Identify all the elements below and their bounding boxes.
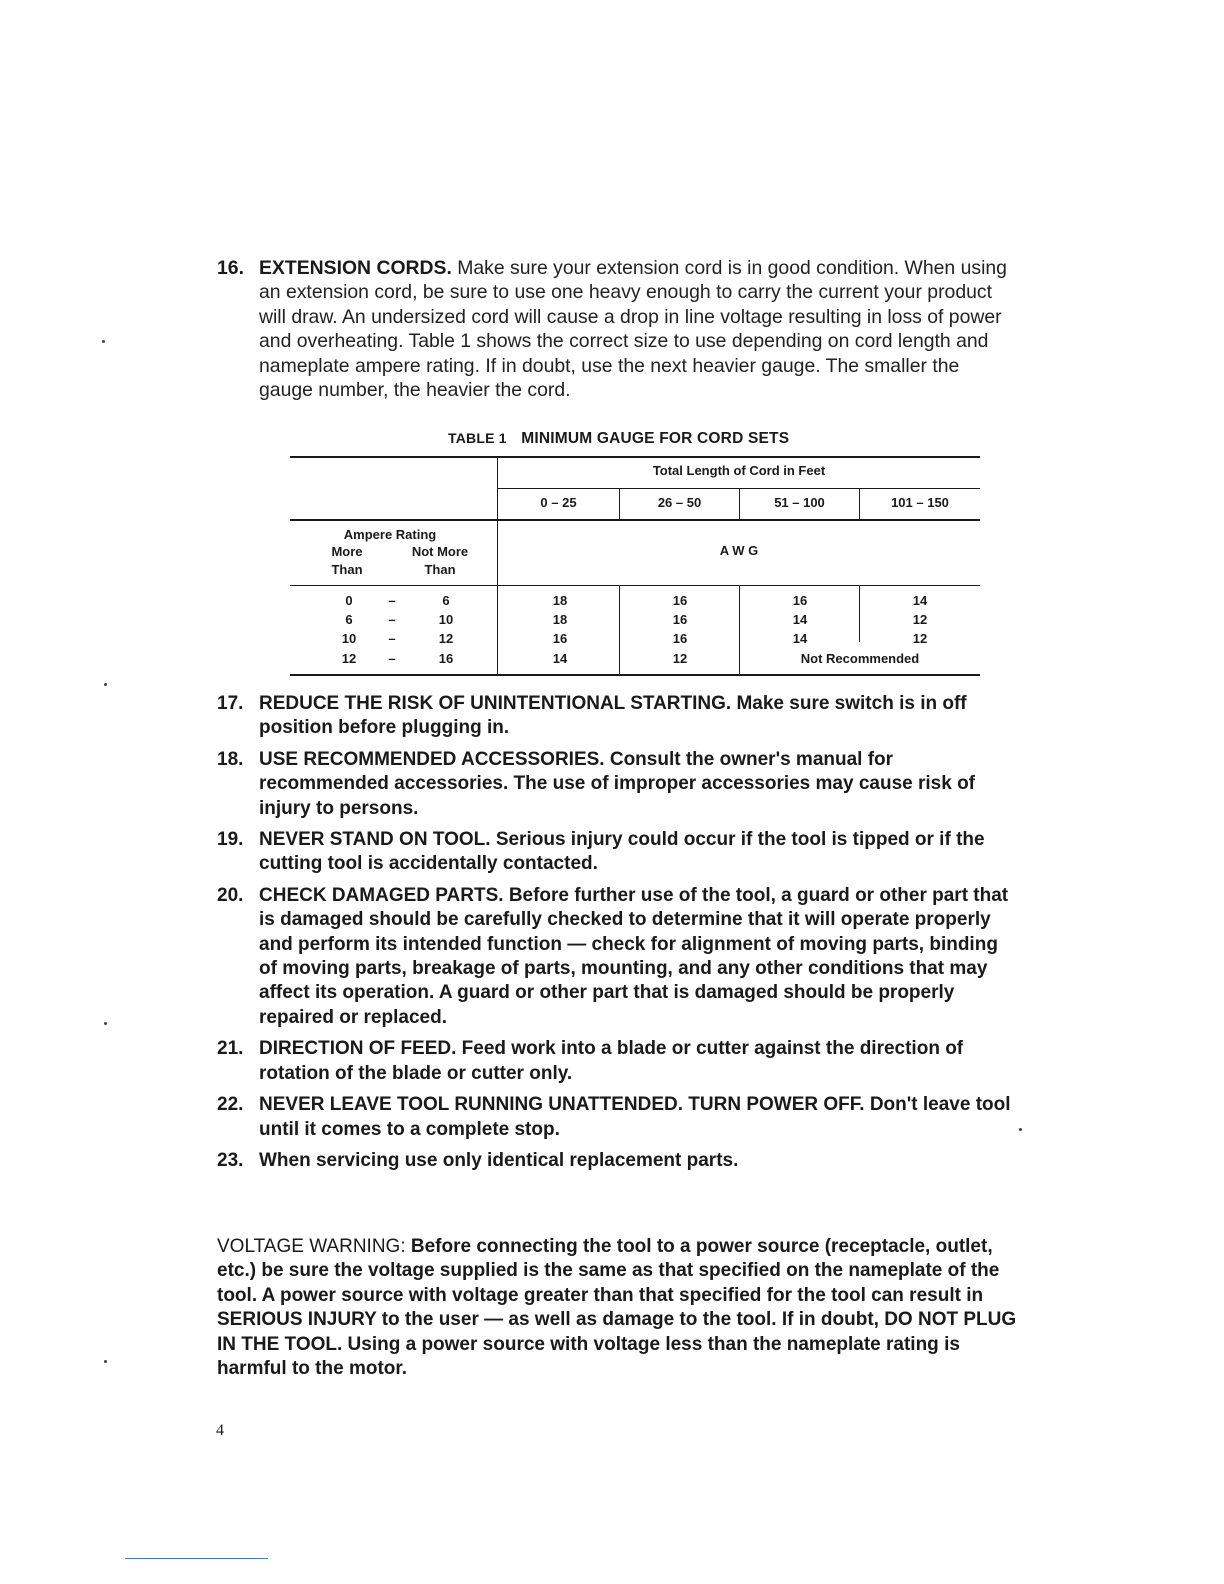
table-caption xyxy=(448,430,789,448)
more-than: More xyxy=(331,544,363,559)
item-text: USE RECOMMENDED ACCESSORIES. Consult the owner's manual for recommended accessories. The use of improper accessories may cause risk of injury to persons. xyxy=(259,748,976,819)
length-range: 51 – 100 xyxy=(774,495,825,510)
item-16 xyxy=(217,256,1017,402)
ampere-to: 10 xyxy=(438,612,454,627)
item-text: When servicing use only identical replacement parts. xyxy=(259,1149,739,1171)
list-item xyxy=(217,748,1017,821)
length-range: 101 – 150 xyxy=(891,495,949,510)
item-number: 18. xyxy=(217,748,244,770)
item-number: 19. xyxy=(217,829,244,851)
list-item xyxy=(217,1093,1017,1142)
ampere-from: 6 xyxy=(345,612,353,627)
page-number: 4 xyxy=(216,1422,224,1439)
gauge-cell: 16 xyxy=(672,612,688,627)
gauge-cell: 14 xyxy=(552,651,568,666)
warning-label: VOLTAGE WARNING: xyxy=(217,1236,406,1257)
more-than: Than xyxy=(331,562,363,577)
item-heading: EXTENSION CORDS. xyxy=(259,257,452,279)
ampere-to: 12 xyxy=(438,631,454,646)
range-dash: – xyxy=(388,631,396,646)
scan-speck xyxy=(104,1022,107,1025)
list-item xyxy=(217,1149,1017,1173)
gauge-cell: 14 xyxy=(792,612,808,627)
footer-rule xyxy=(125,1558,268,1559)
range-dash: – xyxy=(388,651,396,666)
length-header: Total Length of Cord in Feet xyxy=(652,463,826,478)
not-recommended: Not Recommended xyxy=(800,651,920,666)
ampere-from: 10 xyxy=(341,631,357,646)
cord-gauge-table xyxy=(290,456,980,676)
item-number: 16. xyxy=(217,257,244,279)
item-number: 20. xyxy=(217,884,244,906)
gauge-cell: 16 xyxy=(792,593,808,608)
warning-text: Before connecting the tool to a power source (receptacle, outlet, etc.) be sure the voltage supplied is the same as that specified on the nameplate of the tool. A power source with voltage greater than that specified for the tool can result in SERIOUS INJURY to the user — as well as damage to the tool. If in doubt, DO NOT PLUG IN THE TOOL. Using a power source with voltage less than the nameplate rating is harmful to the motor. xyxy=(217,1236,1017,1380)
range-dash: – xyxy=(388,593,396,608)
gauge-cell: 16 xyxy=(672,631,688,646)
scan-speck xyxy=(104,683,107,686)
item-number: 17. xyxy=(217,693,244,714)
item-text: Make sure your extension cord is in good condition. When using an extension cord, be sure to use one heavy enough to carry the current your product will draw. An undersized cord will cause a drop in line voltage resulting in loss of power and overheating. Table 1 shows the correct size to use depending on cord length and nameplate ampere rating. If in doubt, use the next heavier gauge. The smaller the gauge number, the heavier the cord. xyxy=(259,257,1007,402)
scan-speck xyxy=(102,340,105,343)
gauge-cell: 12 xyxy=(912,631,928,646)
range-dash: – xyxy=(388,612,396,627)
scan-speck xyxy=(104,1360,107,1363)
item-number: 23. xyxy=(217,1149,244,1171)
safety-list xyxy=(217,692,1017,1180)
voltage-warning xyxy=(217,1235,1017,1381)
not-more-than: Not More xyxy=(411,544,469,559)
item-text: NEVER LEAVE TOOL RUNNING UNATTENDED. TURN POWER OFF. Don't leave tool until it comes to a complete stop. xyxy=(259,1094,1011,1140)
ampere-header: Ampere Rating xyxy=(343,527,437,542)
list-item xyxy=(217,828,1017,877)
table-title: MINIMUM GAUGE FOR CORD SETS xyxy=(521,430,790,447)
ampere-to: 6 xyxy=(442,593,450,608)
item-text: REDUCE THE RISK OF UNINTENTIONAL STARTING. Make sure switch is in off position before plugging in. xyxy=(259,693,967,739)
ampere-from: 0 xyxy=(345,593,353,608)
gauge-cell: 16 xyxy=(552,631,568,646)
table-label: TABLE 1 xyxy=(448,430,507,446)
gauge-cell: 14 xyxy=(792,631,808,646)
list-item xyxy=(217,1037,1017,1086)
item-text: CHECK DAMAGED PARTS. Before further use of the tool, a guard or other part that is damaged should be carefully checked to determine that it will operate properly and perform its intended function — check for alignment of moving parts, binding of moving parts, breakage of parts, mounting, and any other conditions that may affect its operation. A guard or other part that is damaged should be properly repaired or replaced. xyxy=(259,884,1009,1028)
gauge-cell: 14 xyxy=(912,593,928,608)
gauge-cell: 16 xyxy=(672,593,688,608)
ampere-from: 12 xyxy=(341,651,357,666)
length-range: 26 – 50 xyxy=(657,495,702,510)
gauge-cell: 12 xyxy=(672,651,688,666)
scan-speck xyxy=(1019,1128,1022,1131)
list-item xyxy=(217,692,1017,741)
ampere-to: 16 xyxy=(438,651,454,666)
not-more-than: Than xyxy=(424,562,456,577)
awg-label: A W G xyxy=(719,543,759,558)
item-text: NEVER STAND ON TOOL. Serious injury could occur if the tool is tipped or if the cutting tool is accidentally contacted. xyxy=(259,829,985,875)
item-number: 21. xyxy=(217,1038,244,1060)
item-number: 22. xyxy=(217,1094,244,1116)
length-range: 0 – 25 xyxy=(540,495,577,510)
list-item xyxy=(217,884,1017,1030)
gauge-cell: 12 xyxy=(912,612,928,627)
gauge-cell: 18 xyxy=(552,612,568,627)
item-text: DIRECTION OF FEED. Feed work into a blade or cutter against the direction of rotation of the blade or cutter only. xyxy=(259,1038,964,1084)
gauge-cell: 18 xyxy=(552,593,568,608)
